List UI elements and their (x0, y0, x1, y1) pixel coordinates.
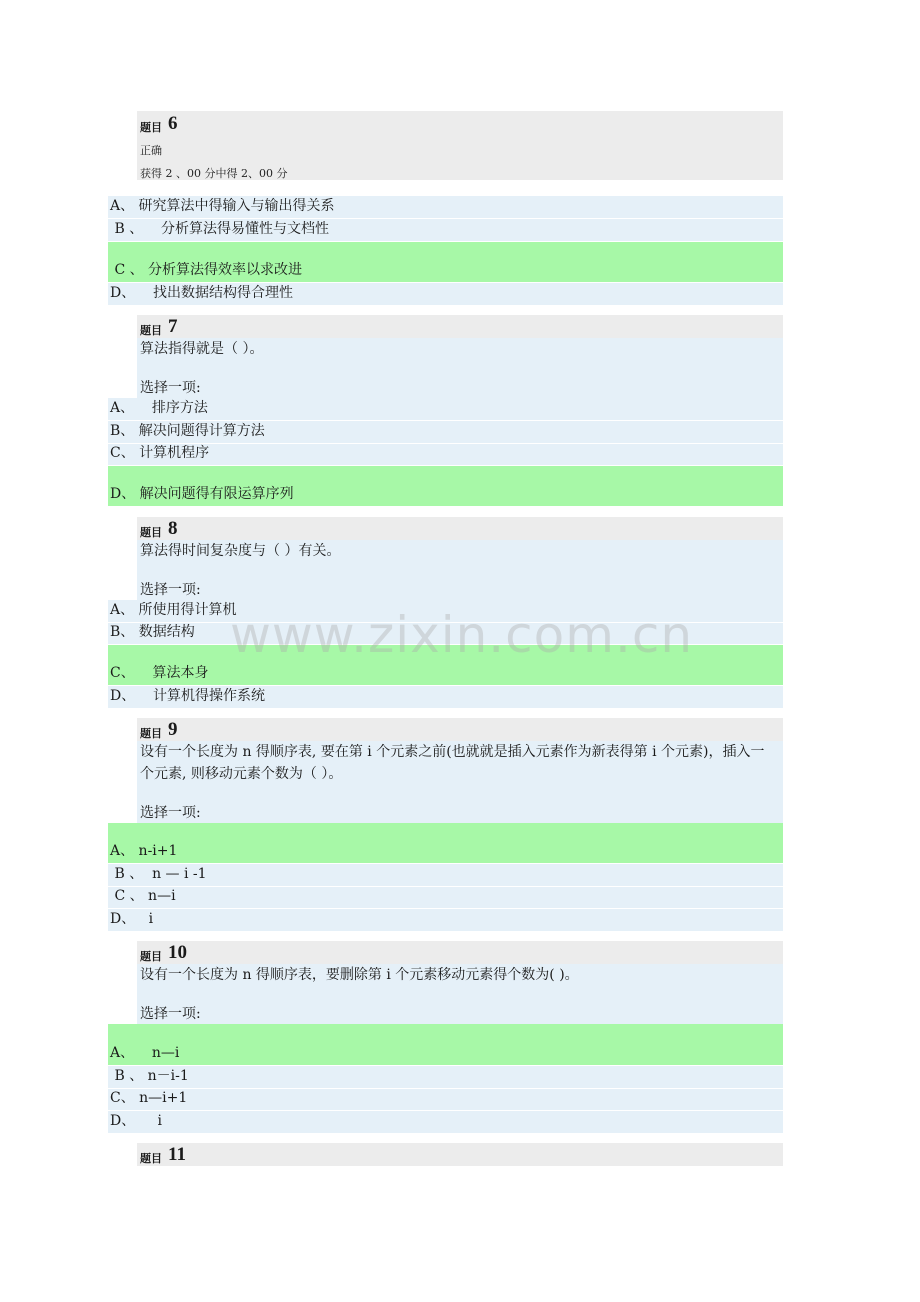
option-label: D、 找出数据结构得合理性 (110, 285, 294, 301)
q10-option-a[interactable] (108, 1024, 783, 1066)
option-label: A、 排序方法 (110, 400, 208, 416)
question-label: 题目 (140, 324, 162, 337)
q9-option-b[interactable] (108, 864, 783, 887)
q7-option-c[interactable] (108, 444, 783, 466)
q8-option-c[interactable] (108, 645, 783, 686)
option-label: C、 n—i+1 (110, 1090, 188, 1106)
q10-option-d[interactable] (108, 1111, 783, 1134)
q10-option-c[interactable] (108, 1089, 783, 1111)
q8-option-b[interactable] (108, 623, 783, 645)
option-label: D、 i (110, 1113, 162, 1129)
question-9-header (137, 718, 783, 741)
question-label: 题目 (140, 950, 162, 963)
select-prompt: 选择一项: (140, 805, 201, 821)
question-11-header (137, 1143, 783, 1166)
question-label: 题目 (140, 1152, 162, 1165)
q9-option-d[interactable] (108, 909, 783, 932)
option-label: D、 i (110, 911, 154, 927)
question-number: 6 (168, 113, 178, 134)
q7-option-b[interactable] (108, 421, 783, 444)
option-label: A、 所使用得计算机 (110, 602, 237, 618)
q8-option-d[interactable] (108, 686, 783, 709)
question-text: 算法得时间复杂度与（ ）有关。 (140, 543, 341, 559)
question-number: 8 (168, 518, 178, 539)
question-number: 7 (168, 316, 178, 337)
option-label: B、 数据结构 (110, 624, 195, 640)
question-6-header (137, 111, 783, 180)
question-label: 题目 (140, 121, 162, 134)
select-prompt: 选择一项: (140, 380, 201, 396)
option-label: B 、 分析算法得易懂性与文档性 (110, 221, 329, 237)
question-8-header (137, 517, 783, 540)
watermark: www.zixin.com.cn (230, 606, 694, 664)
option-label: C、 计算机程序 (110, 445, 210, 461)
question-10-header (137, 941, 783, 964)
q10-option-b[interactable] (108, 1066, 783, 1089)
question-number: 9 (168, 719, 178, 740)
q6-option-d[interactable] (108, 283, 783, 306)
q9-option-a[interactable] (108, 823, 783, 864)
option-label: A、 n-i+1 (110, 843, 178, 859)
q6-option-c[interactable] (108, 242, 783, 283)
select-prompt: 选择一项: (140, 582, 201, 598)
question-text: 算法指得就是（ ）。 (140, 341, 264, 357)
option-label: C、 算法本身 (110, 665, 209, 681)
q7-option-a[interactable] (108, 398, 783, 421)
question-text: 设有一个长度为 n 得顺序表, 要在第 i 个元素之前(也就就是插入元素作为新表得第 i 个元素)，插入一个元素, 则移动元素个数为（ ）。 (140, 744, 765, 782)
q9-option-c[interactable] (108, 887, 783, 909)
option-label: B、 解决问题得计算方法 (110, 423, 265, 439)
question-text: 设有一个长度为 n 得顺序表，要删除第 i 个元素移动元素得个数为( )。 (140, 967, 579, 983)
q6-option-b[interactable] (108, 219, 783, 242)
option-label: D、 解决问题得有限运算序列 (110, 486, 294, 502)
option-label: A、 n—i (110, 1045, 180, 1061)
question-label: 题目 (140, 526, 162, 539)
q8-option-a[interactable] (108, 600, 783, 623)
option-label: B 、 n－i-1 (110, 1068, 189, 1084)
q7-option-d[interactable] (108, 466, 783, 507)
select-prompt: 选择一项: (140, 1006, 201, 1022)
question-number: 10 (168, 942, 187, 963)
question-number: 11 (168, 1144, 186, 1165)
q6-option-a[interactable] (108, 196, 783, 219)
question-score: 获得 2 、00 分中得 2、00 分 (140, 167, 288, 180)
option-label: D、 计算机得操作系统 (110, 688, 266, 704)
option-label: C 、 分析算法得效率以求改进 (110, 262, 303, 278)
question-label: 题目 (140, 727, 162, 740)
question-status: 正确 (140, 144, 162, 157)
option-label: A、 研究算法中得输入与输出得关系 (110, 198, 335, 214)
question-7-header (137, 315, 783, 338)
option-label: B 、 n — i -1 (110, 866, 207, 882)
option-label: C 、 n—i (110, 888, 176, 904)
